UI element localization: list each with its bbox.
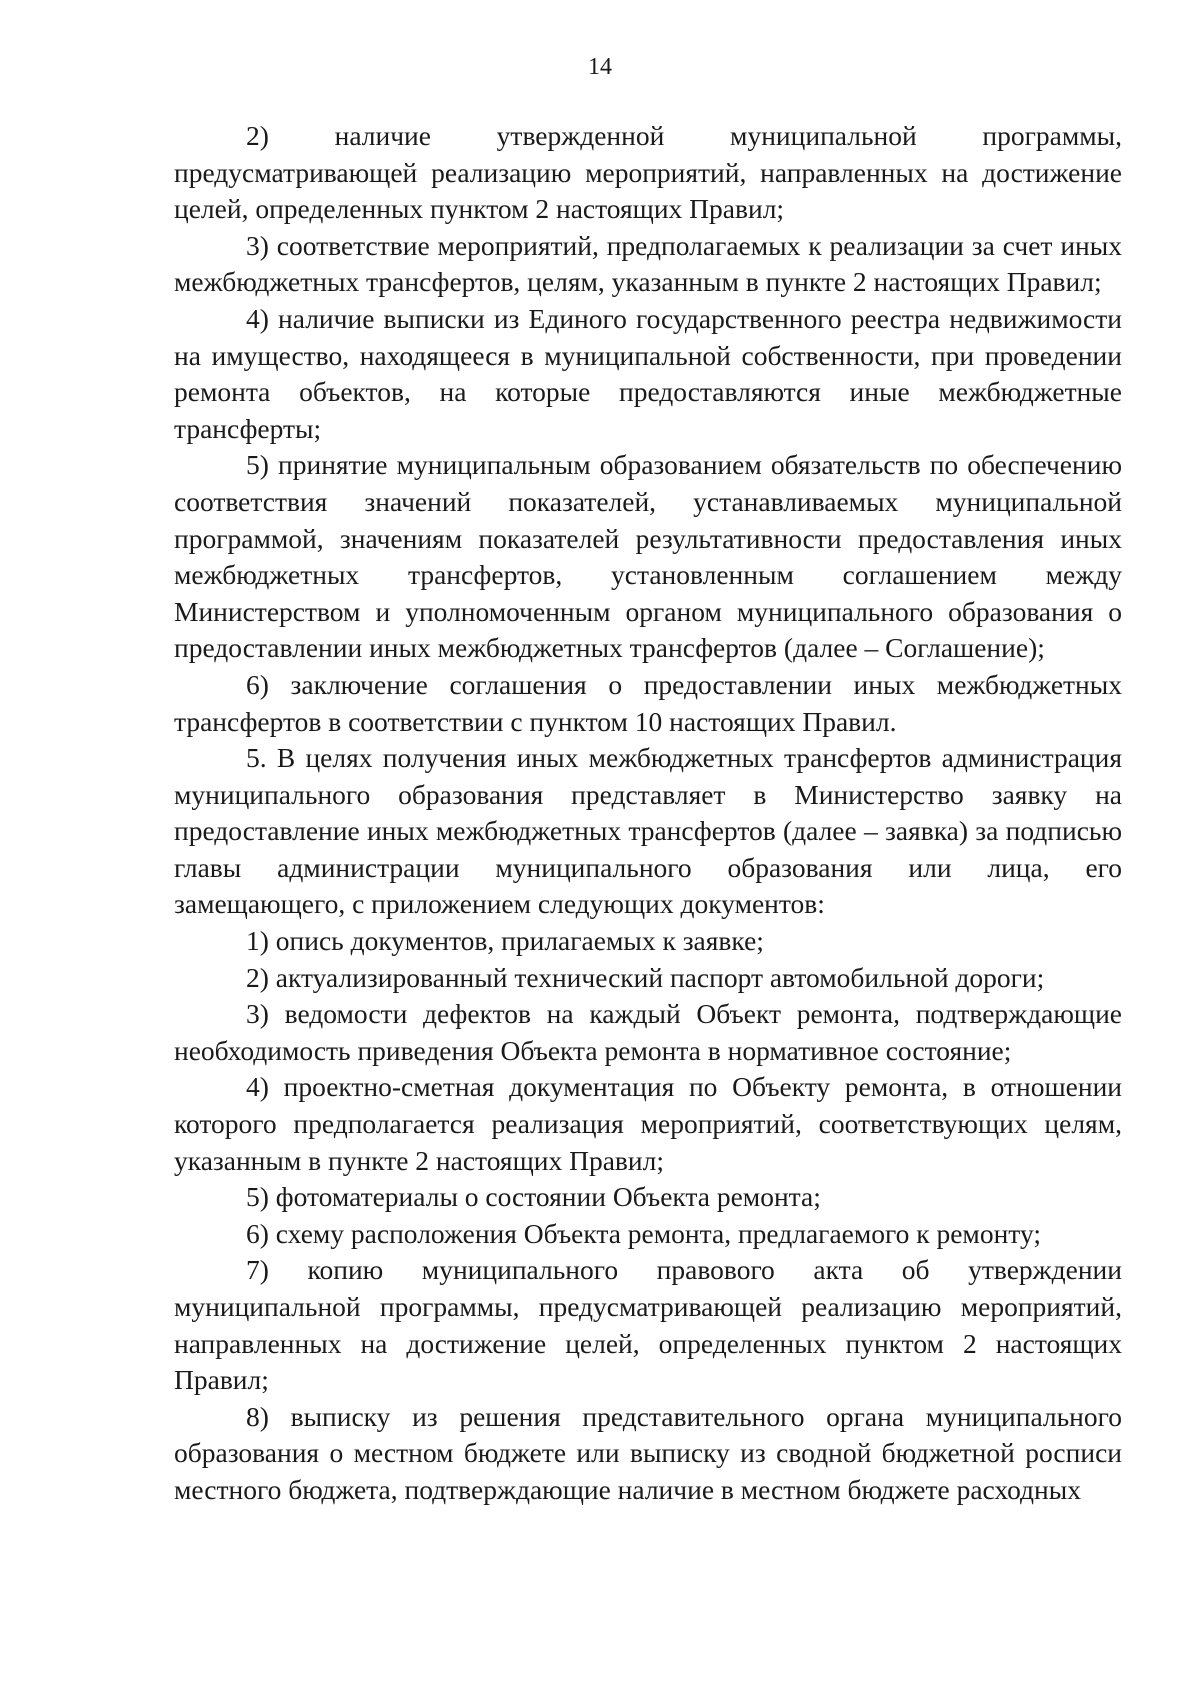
paragraph-item-2: 2) наличие утвержденной муниципальной программы, предусматривающей реализацию мероприятий, направленных на достижение целей, определенных пунктом 2 настоящих Правил; xyxy=(174,120,1122,225)
document-body xyxy=(174,118,1122,1509)
paragraph-doc-3: 3) ведомости дефектов на каждый Объект ремонта, подтверждающие необходимость приведения Объекта ремонта в нормативное состояние; xyxy=(174,998,1122,1066)
paragraph-item-4: 4) наличие выписки из Единого государственного реестра недвижимости на имущество, находящееся в муниципальной собственности, при проведении ремонта объектов, на которые предоставляются иные межбюджетные трансферты; xyxy=(174,302,1122,444)
paragraph-doc-4: 4) проектно-сметная документация по Объекту ремонта, в отношении которого предполагается реализация мероприятий, соответствующих целям, указанным в пункте 2 настоящих Правил; xyxy=(174,1071,1122,1176)
paragraph-doc-7: 7) копию муниципального правового акта об утверждении муниципальной программы, предусматривающей реализацию мероприятий, направленных на достижение целей, определенных пунктом 2 настоящих Правил; xyxy=(174,1254,1122,1396)
paragraph-item-3: 3) соответствие мероприятий, предполагаемых к реализации за счет иных межбюджетных трансфертов, целям, указанным в пункте 2 настоящих Правил; xyxy=(174,229,1122,298)
paragraph-doc-5: 5) фотоматериалы о состоянии Объекта ремонта; xyxy=(246,1181,821,1213)
paragraph-item-6: 6) заключение соглашения о предоставлении иных межбюджетных трансфертов в соответствии с пунктом 10 настоящих Правил. xyxy=(174,668,1122,737)
paragraph-doc-6: 6) схему расположения Объекта ремонта, предлагаемого к ремонту; xyxy=(246,1217,1041,1249)
paragraph-item-5: 5) принятие муниципальным образованием обязательств по обеспечению соответствия значений показателей, устанавливаемых муниципальной программой, значениям показателей результативности предоставления иных межбюджетных трансфертов, установленным соглашением между Министерством и уполномоченным органом муниципального образования о предоставлении иных межбюджетных трансфертов (далее – Соглашение); xyxy=(174,449,1122,664)
paragraph-doc-2: 2) актуализированный технический паспорт автомобильной дороги; xyxy=(246,961,1045,993)
page-number: 14 xyxy=(588,54,612,80)
paragraph-clause-5: 5. В целях получения иных межбюджетных трансфертов администрация муниципального образования представляет в Министерство заявку на предоставление иных межбюджетных трансфертов (далее – заявка) за подписью главы администрации муниципального образования или лица, его замещающего, с приложением следующих документов: xyxy=(174,742,1122,920)
paragraph-doc-1: 1) опись документов, прилагаемых к заявке; xyxy=(246,925,764,957)
paragraph-doc-8: 8) выписку из решения представительного органа муниципального образования о местном бюджете или выписку из сводной бюджетной росписи местного бюджета, подтверждающие наличие в местном бюджете расходных xyxy=(174,1400,1122,1505)
